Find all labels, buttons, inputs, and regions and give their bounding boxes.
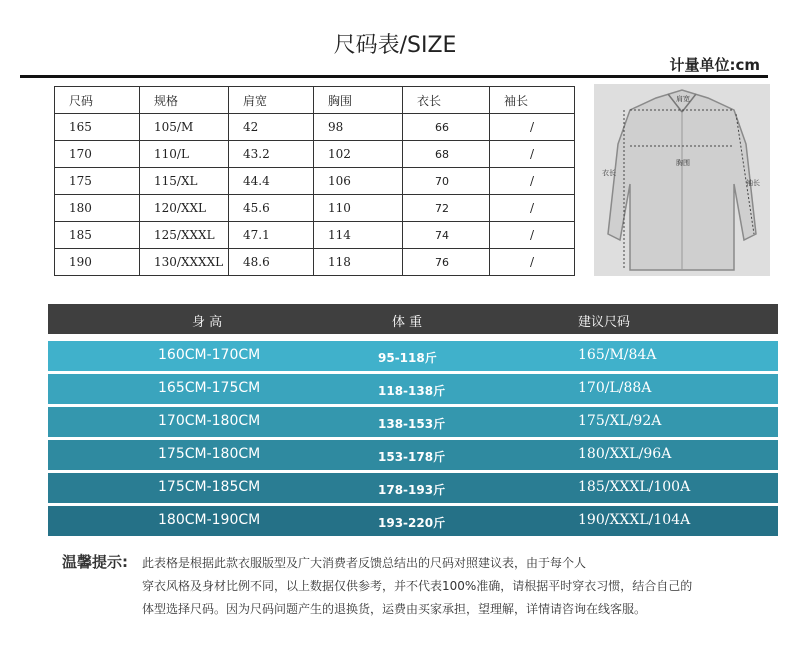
header-cell: 尺码 — [55, 87, 140, 114]
table-cell: 68 — [403, 141, 490, 168]
table-cell: / — [490, 222, 575, 249]
size-table-header — [55, 87, 575, 114]
table-cell: 185 — [55, 222, 140, 249]
table-cell: / — [490, 114, 575, 141]
table-cell: 125/XXXL — [140, 222, 229, 249]
table-cell: 48.6 — [229, 249, 314, 276]
weight-range: 193-220斤 — [378, 516, 446, 530]
recommendation-row — [48, 473, 778, 503]
table-row — [55, 114, 575, 141]
table-cell: 76 — [403, 249, 490, 276]
title-divider — [20, 75, 768, 78]
table-cell: 110/L — [140, 141, 229, 168]
recommendation-row — [48, 506, 778, 536]
recommendation-header — [48, 304, 778, 334]
table-cell: 47.1 — [229, 222, 314, 249]
table-row — [55, 195, 575, 222]
table-cell: 190 — [55, 249, 140, 276]
table-cell: 72 — [403, 195, 490, 222]
table-cell: / — [490, 195, 575, 222]
height-range: 175CM-180CM — [158, 446, 261, 462]
recommendation-row — [48, 341, 778, 371]
table-cell: 130/XXXXL — [140, 249, 229, 276]
height-range: 160CM-170CM — [158, 347, 261, 363]
recommended-size: 190/XXXL/104A — [578, 512, 691, 528]
recommended-size: 175/XL/92A — [578, 413, 662, 429]
table-cell: 43.2 — [229, 141, 314, 168]
table-cell: 66 — [403, 114, 490, 141]
weight-range: 178-193斤 — [378, 483, 446, 497]
header-cell: 袖长 — [490, 87, 575, 114]
shirt-measurement-diagram — [594, 84, 770, 276]
table-cell: 98 — [314, 114, 403, 141]
recommended-size: 185/XXXL/100A — [578, 479, 691, 495]
sleeve-label: 袖长 — [746, 179, 760, 187]
table-cell: / — [490, 141, 575, 168]
table-row — [55, 222, 575, 249]
recommendation-row — [48, 440, 778, 470]
table-row — [55, 168, 575, 195]
recommended-size: 170/L/88A — [578, 380, 652, 396]
recommended-size: 180/XXL/96A — [578, 446, 672, 462]
tip-line: 体型选择尺码。因为尺码问题产生的退换货，运费由买家承担，望理解，详情请咨询在线客服。 — [142, 602, 647, 616]
size-header: 建议尺码 — [578, 315, 631, 330]
table-cell: 106 — [314, 168, 403, 195]
header-cell: 肩宽 — [229, 87, 314, 114]
chest-label: 胸围 — [676, 159, 690, 167]
table-cell: 170 — [55, 141, 140, 168]
table-cell: 175 — [55, 168, 140, 195]
recommendation-row — [48, 407, 778, 437]
tip-label: 温馨提示: — [62, 553, 128, 571]
tip-line: 穿衣风格及身材比例不同，以上数据仅供参考，并不代表100%准确，请根据平时穿衣习惯，结合自己的 — [142, 579, 693, 593]
recommendation-row — [48, 374, 778, 404]
length-label: 衣长 — [602, 169, 616, 177]
table-cell: 110 — [314, 195, 403, 222]
table-cell: 165 — [55, 114, 140, 141]
table-cell: 102 — [314, 141, 403, 168]
page-title: 尺码表/SIZE — [333, 33, 457, 58]
table-cell: 105/M — [140, 114, 229, 141]
height-range: 165CM-175CM — [158, 380, 261, 396]
height-range: 180CM-190CM — [158, 512, 261, 528]
table-cell: 120/XXL — [140, 195, 229, 222]
unit-label: 计量单位:cm — [669, 56, 760, 74]
tip-text — [142, 552, 772, 621]
weight-range: 118-138斤 — [378, 384, 446, 398]
shirt-illustration — [594, 84, 770, 276]
weight-range: 153-178斤 — [378, 450, 446, 464]
table-cell: 180 — [55, 195, 140, 222]
height-range: 170CM-180CM — [158, 413, 261, 429]
weight-header: 体 重 — [392, 315, 423, 330]
header-cell: 胸围 — [314, 87, 403, 114]
table-cell: 70 — [403, 168, 490, 195]
recommended-size: 165/M/84A — [578, 347, 657, 363]
table-cell: 115/XL — [140, 168, 229, 195]
header-cell: 衣长 — [403, 87, 490, 114]
table-cell: 74 — [403, 222, 490, 249]
header-cell: 规格 — [140, 87, 229, 114]
table-row — [55, 249, 575, 276]
table-cell: 45.6 — [229, 195, 314, 222]
weight-range: 138-153斤 — [378, 417, 446, 431]
table-cell: 114 — [314, 222, 403, 249]
tip-line: 此表格是根据此款衣服版型及广大消费者反馈总结出的尺码对照建议表，由于每个人 — [142, 556, 587, 570]
table-cell: / — [490, 249, 575, 276]
weight-range: 95-118斤 — [378, 351, 437, 365]
table-cell: 118 — [314, 249, 403, 276]
table-row — [55, 141, 575, 168]
table-cell: / — [490, 168, 575, 195]
height-header: 身 高 — [192, 315, 223, 330]
shoulder-label: 肩宽 — [676, 95, 690, 103]
height-range: 175CM-185CM — [158, 479, 261, 495]
size-table — [54, 86, 575, 276]
table-cell: 44.4 — [229, 168, 314, 195]
table-cell: 42 — [229, 114, 314, 141]
